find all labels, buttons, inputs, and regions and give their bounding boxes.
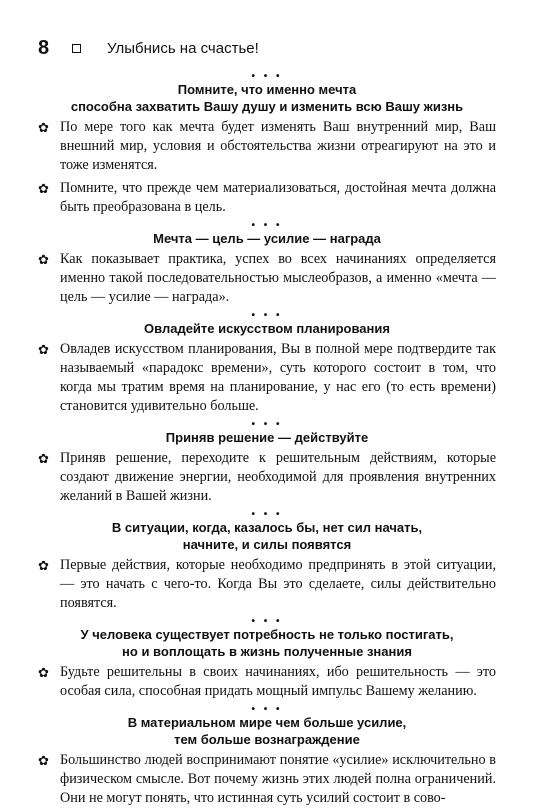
section-heading	[38, 230, 496, 247]
heading-line: начните, и силы появятся	[182, 537, 352, 552]
square-box-icon	[72, 44, 81, 53]
running-title: Улыбнись на счастье!	[107, 39, 259, 57]
page-number: 8	[38, 36, 50, 59]
list-item	[38, 751, 496, 808]
list-item-text: Помните, что прежде чем материализоваться, достойная мечта должна быть преобразована в цель.	[60, 180, 496, 215]
section-separator: • • •	[251, 704, 283, 715]
list-item-text: Приняв решение, переходите к решительным действиям, которые создают движение энергии, необходимой для проявления внутренних желаний в Вашей жизни.	[60, 450, 496, 504]
list-item	[38, 250, 496, 307]
section-separator: • • •	[251, 509, 283, 520]
section-heading	[38, 626, 496, 660]
flower-bullet-icon: ✿	[38, 252, 49, 267]
flower-bullet-icon: ✿	[38, 753, 49, 768]
flower-bullet-icon: ✿	[38, 451, 49, 466]
flower-bullet-icon: ✿	[38, 665, 49, 680]
section	[38, 311, 496, 416]
section-heading	[38, 320, 496, 337]
list-item-text: По мере того как мечта будет изменять Ваш внутренний мир, Ваш внешний мир, условия и обстоятельства жизни отреагируют на это и тоже изменятся.	[60, 119, 496, 173]
section-separator: • • •	[251, 220, 283, 231]
list-item	[38, 118, 496, 175]
list-item-text: Большинство людей воспринимают понятие «усилие» исключительно в физическом смысле. Вот почему жизнь этих людей полна ограничений. Они не могут понять, что истинная суть усилий состоит в сово-	[60, 752, 496, 806]
list-item	[38, 179, 496, 217]
heading-line: Овладейте искусством планирования	[144, 321, 390, 336]
section	[38, 221, 496, 307]
flower-bullet-icon: ✿	[38, 181, 49, 196]
flower-bullet-icon: ✿	[38, 120, 49, 135]
heading-line: Мечта — цель — усилие — награда	[153, 231, 381, 246]
list-item	[38, 663, 496, 701]
section	[38, 617, 496, 701]
list-item	[38, 340, 496, 416]
section-separator: • • •	[251, 616, 283, 627]
section	[38, 72, 496, 217]
section-heading	[38, 429, 496, 446]
section-separator: • • •	[251, 71, 283, 82]
flower-bullet-icon: ✿	[38, 558, 49, 573]
heading-line: способна захватить Вашу душу и изменить всю Вашу жизнь	[70, 99, 464, 114]
section	[38, 510, 496, 613]
flower-bullet-icon: ✿	[38, 342, 49, 357]
page-header	[38, 36, 498, 60]
heading-line: В ситуации, когда, казалось бы, нет сил начать,	[111, 520, 423, 535]
heading-line: Помните, что именно мечта	[177, 82, 357, 97]
section-separator: • • •	[251, 310, 283, 321]
section-heading	[38, 519, 496, 553]
list-item-text: Первые действия, которые необходимо предпринять в этой ситуации, — это начать с чего-то. Когда Вы это сделаете, силы действительно появятся.	[60, 557, 496, 611]
section-heading	[38, 81, 496, 115]
section	[38, 420, 496, 506]
section	[38, 705, 496, 808]
list-item-text: Будьте решительны в своих начинаниях, ибо решительность — это особая сила, способная придать мощный импульс Вашему желанию.	[60, 664, 496, 699]
list-item-text: Как показывает практика, успех во всех начинаниях определяется именно такой последовательностью мыслеобразов, а именно «мечта — цель — усилие — награда».	[60, 251, 496, 305]
section-heading	[38, 714, 496, 748]
heading-line: но и воплощать в жизнь полученные знания	[122, 644, 412, 659]
heading-line: В материальном мире чем больше усилие,	[127, 715, 407, 730]
section-separator: • • •	[251, 419, 283, 430]
list-item-text: Овладев искусством планирования, Вы в полной мере подтвердите так называемый «парадокс времени», суть которого состоит в том, что когда мы тратим время на планирование, у нас его (то есть времени) становится удивительно больше.	[60, 341, 496, 414]
heading-line: Приняв решение — действуйте	[165, 430, 369, 445]
heading-line: тем больше вознаграждение	[174, 732, 360, 747]
list-item	[38, 449, 496, 506]
page-content	[38, 72, 496, 812]
heading-line: У человека существует потребность не только постигать,	[80, 627, 454, 642]
list-item	[38, 556, 496, 613]
